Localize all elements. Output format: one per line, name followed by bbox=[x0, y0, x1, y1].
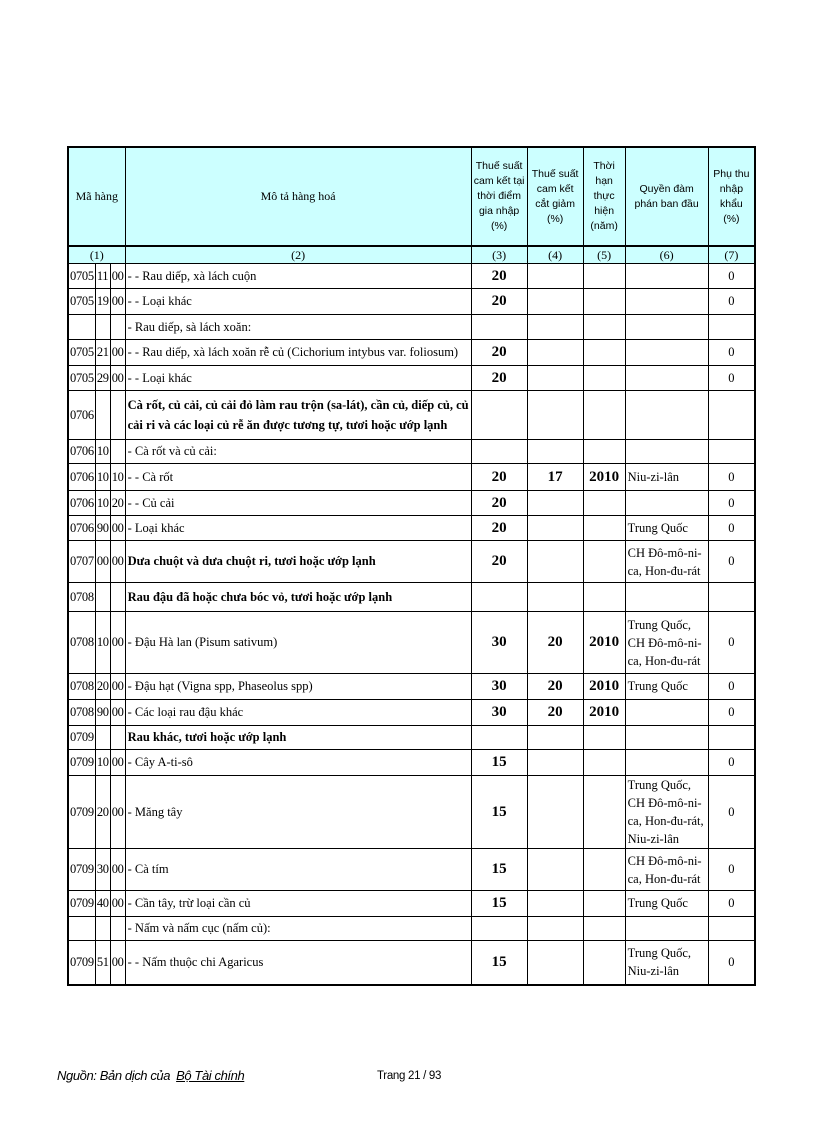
surcharge-cell: 0 bbox=[708, 464, 755, 491]
table-row bbox=[68, 516, 755, 541]
period-cell bbox=[583, 315, 625, 340]
inr-cell bbox=[625, 700, 708, 726]
inr-cell: Niu-zi-lân bbox=[625, 464, 708, 491]
code-item: 00 bbox=[110, 541, 125, 583]
description-cell: - Cà tím bbox=[125, 849, 471, 891]
table-row bbox=[68, 440, 755, 464]
table-row bbox=[68, 612, 755, 674]
code-item: 00 bbox=[110, 264, 125, 289]
code-heading: 0708 bbox=[68, 700, 95, 726]
description-cell: - - Cà rốt bbox=[125, 464, 471, 491]
rate-reduced-cell bbox=[527, 340, 583, 366]
code-item bbox=[110, 315, 125, 340]
code-sub: 30 bbox=[95, 849, 110, 891]
page-number: Trang 21 / 93 bbox=[377, 1070, 442, 1082]
rate-reduced-cell bbox=[527, 516, 583, 541]
table-row bbox=[68, 289, 755, 315]
rate-accession-cell: 15 bbox=[471, 891, 527, 917]
inr-cell: CH Đô-mô-ni-ca, Hon-đu-rát bbox=[625, 849, 708, 891]
code-heading: 0705 bbox=[68, 340, 95, 366]
code-item: 00 bbox=[110, 612, 125, 674]
code-sub bbox=[95, 391, 110, 440]
code-sub: 10 bbox=[95, 464, 110, 491]
rate-accession-cell: 20 bbox=[471, 464, 527, 491]
rate-reduced-cell bbox=[527, 750, 583, 776]
colnum-1: (1) bbox=[68, 246, 125, 264]
surcharge-cell: 0 bbox=[708, 776, 755, 849]
code-item: 00 bbox=[110, 366, 125, 391]
period-cell bbox=[583, 891, 625, 917]
code-heading: 0706 bbox=[68, 440, 95, 464]
period-cell bbox=[583, 491, 625, 516]
inr-cell bbox=[625, 289, 708, 315]
header-surcharge: Phụ thu nhập khẩu (%) bbox=[708, 147, 755, 246]
inr-cell: CH Đô-mô-ni-ca, Hon-đu-rát bbox=[625, 541, 708, 583]
description-cell: - - Rau diếp, xà lách xoăn rễ củ (Cichorium intybus var. foliosum) bbox=[125, 340, 471, 366]
code-sub: 90 bbox=[95, 700, 110, 726]
code-item bbox=[110, 726, 125, 750]
tariff-table bbox=[67, 146, 756, 986]
source-org-link[interactable]: Bộ Tài chính bbox=[176, 1068, 245, 1083]
inr-cell bbox=[625, 264, 708, 289]
table-row bbox=[68, 849, 755, 891]
code-sub: 19 bbox=[95, 289, 110, 315]
code-sub bbox=[95, 583, 110, 612]
code-item: 00 bbox=[110, 700, 125, 726]
rate-reduced-cell: 20 bbox=[527, 700, 583, 726]
rate-reduced-cell bbox=[527, 849, 583, 891]
code-sub: 20 bbox=[95, 776, 110, 849]
rate-accession-cell bbox=[471, 917, 527, 941]
source-prefix: Nguồn: Bản dịch của bbox=[57, 1068, 171, 1083]
surcharge-cell bbox=[708, 315, 755, 340]
header-rate-accession: Thuế suất cam kết tại thời điểm gia nhập (%) bbox=[471, 147, 527, 246]
period-cell bbox=[583, 776, 625, 849]
rate-accession-cell: 20 bbox=[471, 516, 527, 541]
code-item: 00 bbox=[110, 750, 125, 776]
code-heading: 0706 bbox=[68, 516, 95, 541]
inr-cell: Trung Quốc bbox=[625, 674, 708, 700]
code-heading: 0705 bbox=[68, 264, 95, 289]
code-item bbox=[110, 583, 125, 612]
description-cell: Dưa chuột và dưa chuột ri, tươi hoặc ướp lạnh bbox=[125, 541, 471, 583]
rate-reduced-cell bbox=[527, 491, 583, 516]
description-cell: - Các loại rau đậu khác bbox=[125, 700, 471, 726]
description-cell: - Loại khác bbox=[125, 516, 471, 541]
surcharge-cell: 0 bbox=[708, 891, 755, 917]
surcharge-cell: 0 bbox=[708, 750, 755, 776]
inr-cell bbox=[625, 491, 708, 516]
inr-cell: Trung Quốc, Niu-zi-lân bbox=[625, 941, 708, 985]
inr-cell: Trung Quốc, CH Đô-mô-ni-ca, Hon-đu-rát bbox=[625, 612, 708, 674]
colnum-4: (4) bbox=[527, 246, 583, 264]
rate-accession-cell bbox=[471, 391, 527, 440]
code-heading: 0709 bbox=[68, 726, 95, 750]
period-cell bbox=[583, 541, 625, 583]
rate-reduced-cell: 20 bbox=[527, 674, 583, 700]
description-cell: Rau khác, tươi hoặc ướp lạnh bbox=[125, 726, 471, 750]
code-item bbox=[110, 391, 125, 440]
table-row bbox=[68, 264, 755, 289]
table-row bbox=[68, 891, 755, 917]
description-cell: Cà rốt, củ cải, củ cải đỏ làm rau trộn (sa-lát), cần củ, diếp củ, củ cải ri và các loại củ rễ ăn được tương tự, tươi hoặc ướp lạnh bbox=[125, 391, 471, 440]
table-row bbox=[68, 583, 755, 612]
period-cell bbox=[583, 440, 625, 464]
code-heading: 0709 bbox=[68, 941, 95, 985]
rate-accession-cell: 15 bbox=[471, 776, 527, 849]
rate-reduced-cell bbox=[527, 440, 583, 464]
code-sub: 40 bbox=[95, 891, 110, 917]
code-item bbox=[110, 917, 125, 941]
code-sub: 29 bbox=[95, 366, 110, 391]
rate-accession-cell: 15 bbox=[471, 750, 527, 776]
code-sub: 10 bbox=[95, 440, 110, 464]
period-cell: 2010 bbox=[583, 464, 625, 491]
period-cell bbox=[583, 917, 625, 941]
table-row bbox=[68, 776, 755, 849]
rate-accession-cell bbox=[471, 726, 527, 750]
surcharge-cell: 0 bbox=[708, 941, 755, 985]
code-sub: 11 bbox=[95, 264, 110, 289]
code-item: 00 bbox=[110, 340, 125, 366]
table-row bbox=[68, 315, 755, 340]
code-item: 20 bbox=[110, 491, 125, 516]
colnum-3: (3) bbox=[471, 246, 527, 264]
surcharge-cell: 0 bbox=[708, 674, 755, 700]
surcharge-cell: 0 bbox=[708, 289, 755, 315]
surcharge-cell: 0 bbox=[708, 541, 755, 583]
code-heading: 0709 bbox=[68, 750, 95, 776]
inr-cell: Trung Quốc bbox=[625, 516, 708, 541]
code-heading: 0706 bbox=[68, 491, 95, 516]
table-row bbox=[68, 391, 755, 440]
period-cell bbox=[583, 849, 625, 891]
code-heading bbox=[68, 315, 95, 340]
description-cell: - Rau diếp, sà lách xoăn: bbox=[125, 315, 471, 340]
description-cell: - Nấm và nấm cục (nấm củ): bbox=[125, 917, 471, 941]
inr-cell bbox=[625, 366, 708, 391]
description-cell: - Đậu Hà lan (Pisum sativum) bbox=[125, 612, 471, 674]
code-sub: 51 bbox=[95, 941, 110, 985]
code-item: 00 bbox=[110, 849, 125, 891]
rate-accession-cell: 15 bbox=[471, 849, 527, 891]
code-item bbox=[110, 440, 125, 464]
code-heading: 0706 bbox=[68, 391, 95, 440]
inr-cell bbox=[625, 315, 708, 340]
inr-cell bbox=[625, 583, 708, 612]
description-cell: - Cây A-ti-sô bbox=[125, 750, 471, 776]
rate-accession-cell bbox=[471, 583, 527, 612]
colnum-6: (6) bbox=[625, 246, 708, 264]
code-item: 00 bbox=[110, 891, 125, 917]
table-row bbox=[68, 464, 755, 491]
inr-cell bbox=[625, 340, 708, 366]
surcharge-cell: 0 bbox=[708, 366, 755, 391]
surcharge-cell bbox=[708, 440, 755, 464]
rate-accession-cell: 30 bbox=[471, 674, 527, 700]
header-inr: Quyền đàm phán ban đầu bbox=[625, 147, 708, 246]
table-row bbox=[68, 917, 755, 941]
period-cell bbox=[583, 516, 625, 541]
header-code: Mã hàng bbox=[68, 147, 125, 246]
description-cell: - - Rau diếp, xà lách cuộn bbox=[125, 264, 471, 289]
surcharge-cell: 0 bbox=[708, 612, 755, 674]
inr-cell bbox=[625, 440, 708, 464]
period-cell: 2010 bbox=[583, 612, 625, 674]
rate-reduced-cell bbox=[527, 917, 583, 941]
code-heading: 0708 bbox=[68, 583, 95, 612]
code-heading: 0709 bbox=[68, 849, 95, 891]
code-sub bbox=[95, 917, 110, 941]
period-cell bbox=[583, 726, 625, 750]
code-sub: 10 bbox=[95, 491, 110, 516]
rate-reduced-cell bbox=[527, 941, 583, 985]
surcharge-cell bbox=[708, 391, 755, 440]
table-row bbox=[68, 541, 755, 583]
surcharge-cell: 0 bbox=[708, 516, 755, 541]
code-sub: 00 bbox=[95, 541, 110, 583]
description-cell: - Măng tây bbox=[125, 776, 471, 849]
inr-cell: Trung Quốc, CH Đô-mô-ni-ca, Hon-đu-rát, Niu-zi-lân bbox=[625, 776, 708, 849]
description-cell: - - Củ cải bbox=[125, 491, 471, 516]
surcharge-cell bbox=[708, 917, 755, 941]
rate-reduced-cell bbox=[527, 726, 583, 750]
rate-reduced-cell bbox=[527, 289, 583, 315]
rate-accession-cell bbox=[471, 315, 527, 340]
table-row bbox=[68, 340, 755, 366]
description-cell: Rau đậu đã hoặc chưa bóc vỏ, tươi hoặc ướp lạnh bbox=[125, 583, 471, 612]
table-row bbox=[68, 726, 755, 750]
rate-reduced-cell bbox=[527, 541, 583, 583]
code-heading: 0705 bbox=[68, 289, 95, 315]
period-cell bbox=[583, 340, 625, 366]
rate-accession-cell: 30 bbox=[471, 700, 527, 726]
code-sub: 10 bbox=[95, 750, 110, 776]
period-cell bbox=[583, 750, 625, 776]
code-heading: 0709 bbox=[68, 776, 95, 849]
rate-reduced-cell bbox=[527, 366, 583, 391]
inr-cell bbox=[625, 391, 708, 440]
code-item: 00 bbox=[110, 941, 125, 985]
rate-reduced-cell: 20 bbox=[527, 612, 583, 674]
colnum-5: (5) bbox=[583, 246, 625, 264]
period-cell bbox=[583, 391, 625, 440]
column-number-row bbox=[68, 246, 755, 264]
period-cell: 2010 bbox=[583, 674, 625, 700]
inr-cell bbox=[625, 726, 708, 750]
rate-accession-cell: 30 bbox=[471, 612, 527, 674]
code-item: 00 bbox=[110, 289, 125, 315]
description-cell: - Đậu hạt (Vigna spp, Phaseolus spp) bbox=[125, 674, 471, 700]
period-cell bbox=[583, 366, 625, 391]
period-cell bbox=[583, 941, 625, 985]
code-item: 00 bbox=[110, 516, 125, 541]
code-heading: 0708 bbox=[68, 674, 95, 700]
header-row bbox=[68, 147, 755, 246]
inr-cell bbox=[625, 917, 708, 941]
rate-accession-cell: 20 bbox=[471, 340, 527, 366]
header-description: Mô tả hàng hoá bbox=[125, 147, 471, 246]
description-cell: - Cần tây, trừ loại cần củ bbox=[125, 891, 471, 917]
description-cell: - - Loại khác bbox=[125, 289, 471, 315]
code-sub bbox=[95, 315, 110, 340]
table-row bbox=[68, 700, 755, 726]
code-sub: 20 bbox=[95, 674, 110, 700]
code-item: 00 bbox=[110, 776, 125, 849]
code-sub: 10 bbox=[95, 612, 110, 674]
period-cell bbox=[583, 264, 625, 289]
rate-accession-cell: 20 bbox=[471, 264, 527, 289]
surcharge-cell: 0 bbox=[708, 491, 755, 516]
code-heading: 0709 bbox=[68, 891, 95, 917]
source-note bbox=[57, 1068, 244, 1083]
period-cell bbox=[583, 289, 625, 315]
surcharge-cell: 0 bbox=[708, 340, 755, 366]
rate-reduced-cell bbox=[527, 264, 583, 289]
rate-accession-cell: 15 bbox=[471, 941, 527, 985]
rate-accession-cell: 20 bbox=[471, 541, 527, 583]
table-row bbox=[68, 366, 755, 391]
rate-reduced-cell bbox=[527, 776, 583, 849]
code-item: 10 bbox=[110, 464, 125, 491]
header-rate-reduced: Thuế suất cam kết cắt giảm (%) bbox=[527, 147, 583, 246]
code-heading: 0705 bbox=[68, 366, 95, 391]
rate-accession-cell: 20 bbox=[471, 289, 527, 315]
surcharge-cell: 0 bbox=[708, 264, 755, 289]
inr-cell: Trung Quốc bbox=[625, 891, 708, 917]
table-row bbox=[68, 941, 755, 985]
surcharge-cell: 0 bbox=[708, 700, 755, 726]
table-row bbox=[68, 674, 755, 700]
surcharge-cell: 0 bbox=[708, 849, 755, 891]
rate-accession-cell bbox=[471, 440, 527, 464]
period-cell: 2010 bbox=[583, 700, 625, 726]
code-sub: 90 bbox=[95, 516, 110, 541]
colnum-2: (2) bbox=[125, 246, 471, 264]
code-heading: 0708 bbox=[68, 612, 95, 674]
surcharge-cell bbox=[708, 726, 755, 750]
rate-reduced-cell bbox=[527, 315, 583, 340]
description-cell: - - Nấm thuộc chi Agaricus bbox=[125, 941, 471, 985]
table-row bbox=[68, 750, 755, 776]
code-sub bbox=[95, 726, 110, 750]
code-heading bbox=[68, 917, 95, 941]
colnum-7: (7) bbox=[708, 246, 755, 264]
rate-reduced-cell bbox=[527, 583, 583, 612]
header-period: Thời hạn thực hiện (năm) bbox=[583, 147, 625, 246]
table-row bbox=[68, 491, 755, 516]
code-heading: 0706 bbox=[68, 464, 95, 491]
inr-cell bbox=[625, 750, 708, 776]
description-cell: - - Loại khác bbox=[125, 366, 471, 391]
rate-accession-cell: 20 bbox=[471, 366, 527, 391]
rate-reduced-cell bbox=[527, 391, 583, 440]
period-cell bbox=[583, 583, 625, 612]
rate-accession-cell: 20 bbox=[471, 491, 527, 516]
rate-reduced-cell: 17 bbox=[527, 464, 583, 491]
code-item: 00 bbox=[110, 674, 125, 700]
code-heading: 0707 bbox=[68, 541, 95, 583]
rate-reduced-cell bbox=[527, 891, 583, 917]
code-sub: 21 bbox=[95, 340, 110, 366]
description-cell: - Cà rốt và củ cải: bbox=[125, 440, 471, 464]
surcharge-cell bbox=[708, 583, 755, 612]
